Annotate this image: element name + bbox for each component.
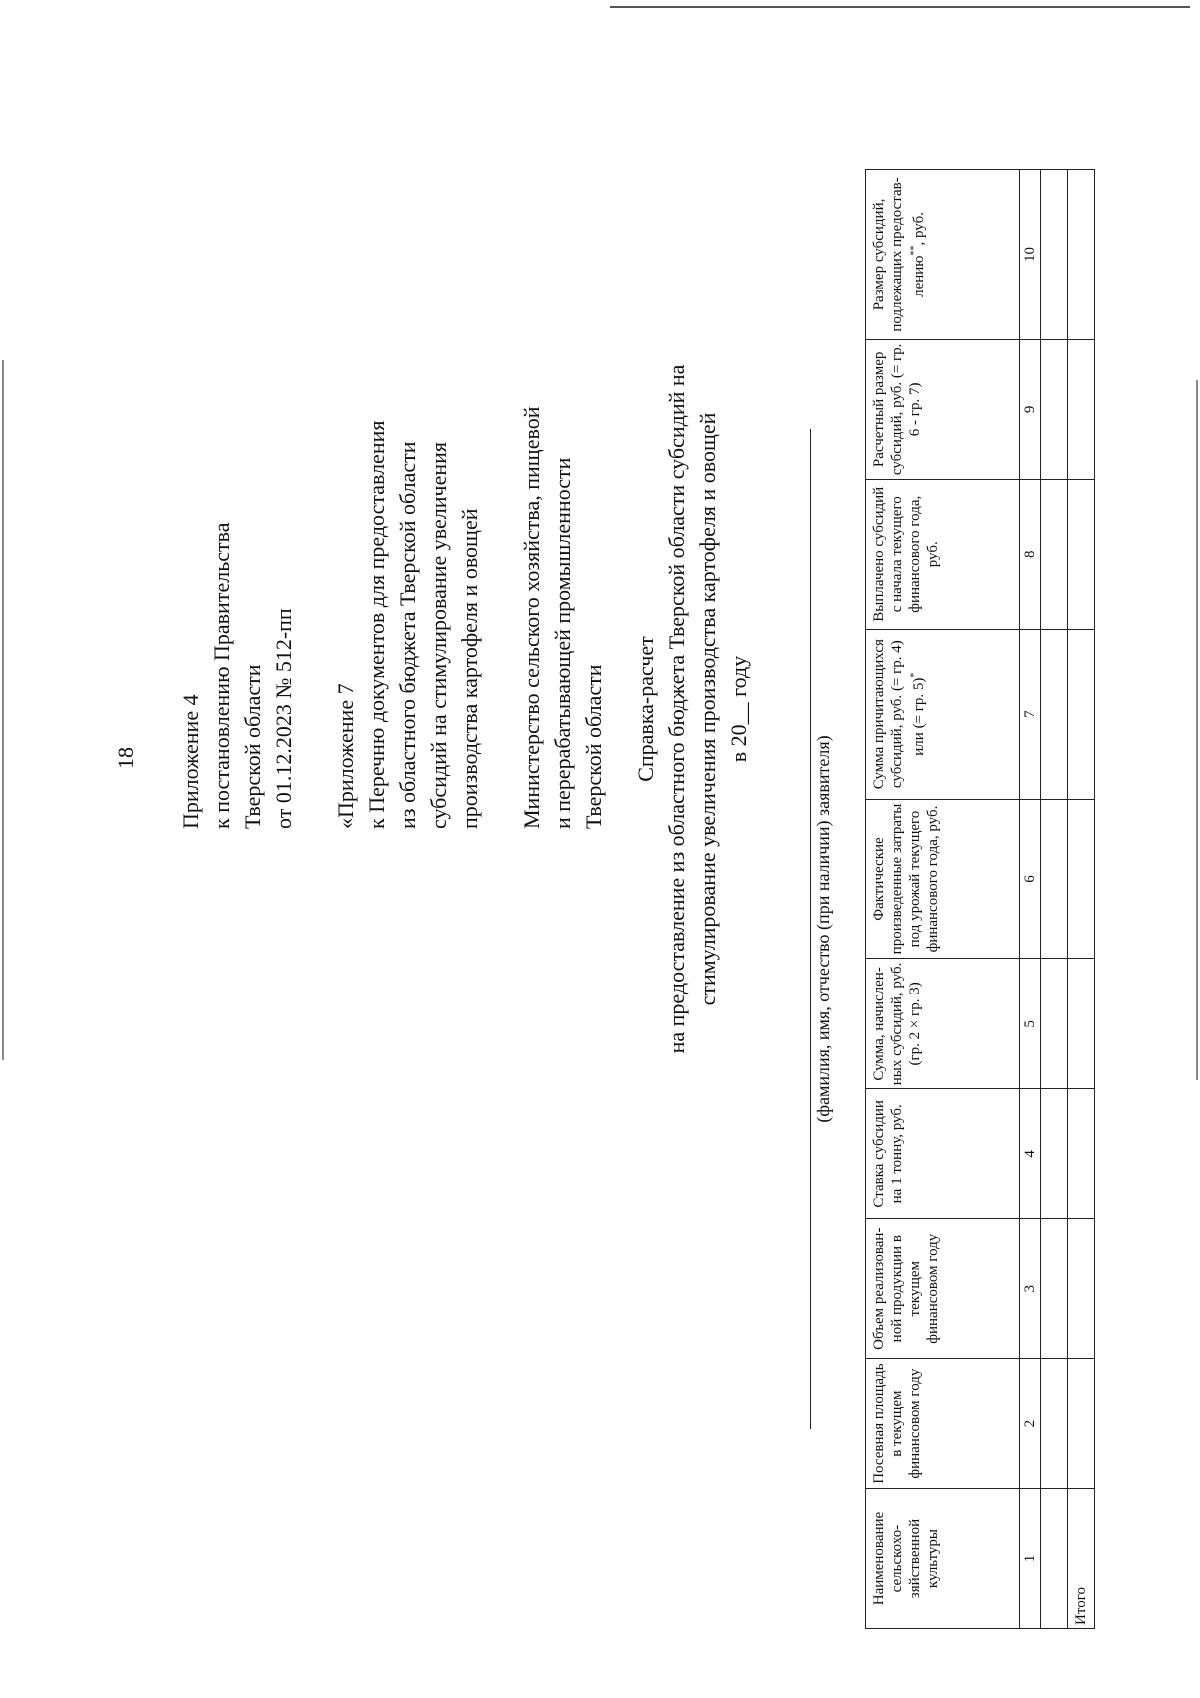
header-cell: Ставка субсидии на 1 тонну, руб. [866, 1089, 1020, 1219]
total-cell[interactable] [1068, 1359, 1095, 1489]
empty-cell[interactable] [1041, 1359, 1068, 1489]
header-cell: Расчетный размер субсидий, руб. (= гр. 6 - гр. 7) [866, 339, 1020, 479]
total-cell[interactable] [1068, 799, 1095, 959]
appendix-line: Приложение 4 [178, 694, 203, 829]
total-cell[interactable] [1068, 1219, 1095, 1359]
title-line: стимулирование увеличения производства картофеля и овощей [695, 412, 720, 1006]
total-cell[interactable] [1068, 1089, 1095, 1219]
column-number: 4 [1020, 1089, 1041, 1219]
total-cell[interactable] [1068, 959, 1095, 1089]
empty-cell[interactable] [1041, 1219, 1068, 1359]
title-line: в 20__ году [726, 655, 751, 763]
sub-appendix-line: «Приложение 7 [333, 683, 358, 829]
empty-cell[interactable] [1041, 170, 1068, 340]
empty-cell[interactable] [1041, 1489, 1068, 1629]
sub-appendix-line: производства картофеля и овощей [457, 508, 482, 829]
column-number: 7 [1020, 629, 1041, 799]
empty-cell[interactable] [1041, 479, 1068, 629]
column-number: 1 [1020, 1489, 1041, 1629]
calculation-table [865, 169, 1095, 1629]
sub-appendix-line: из областного бюджета Тверской области [395, 441, 420, 829]
header-text: Размер субсидий, подлежащих предостав-лению [871, 177, 927, 332]
document-title [630, 309, 754, 1109]
total-cell[interactable] [1068, 479, 1095, 629]
empty-cell[interactable] [1041, 339, 1068, 479]
appendix-line: Тверской области [240, 664, 265, 829]
ministry-line: Тверской области [581, 664, 606, 829]
column-number: 9 [1020, 339, 1041, 479]
footnote-mark: * [909, 672, 920, 678]
header-cell: Фактические произведенные затраты под урожай текущего финансового года, руб. [866, 799, 1020, 959]
scan-edge-left [2, 360, 4, 1060]
ministry-line: и перерабатывающей промышленности [550, 457, 575, 829]
empty-row [1041, 170, 1068, 1629]
column-number: 6 [1020, 799, 1041, 959]
header-cell: Сумма, начислен-ных субсидий, руб. (гр. 2 × гр. 3) [866, 959, 1020, 1089]
total-cell[interactable] [1068, 339, 1095, 479]
applicant-name-caption: (фамилия, имя, отчество (при наличии) заявителя) [813, 735, 833, 1123]
title-line: Справка-расчет [633, 636, 658, 782]
appendix-block [175, 309, 609, 829]
page-number: 18 [113, 747, 138, 769]
header-cell [866, 170, 1020, 340]
appendix-line: к постановлению Правительства [209, 522, 234, 829]
total-cell[interactable] [1068, 170, 1095, 340]
header-cell [866, 629, 1020, 799]
rotated-document-page [35, 49, 1165, 1649]
appendix-line: от 01.12.2023 № 512-пп [271, 608, 296, 829]
empty-cell[interactable] [1041, 799, 1068, 959]
total-label: Итого [1068, 1489, 1095, 1629]
column-number: 2 [1020, 1359, 1041, 1489]
header-cell: Выплачено субсидий с начала текущего финансового года, руб. [866, 479, 1020, 629]
total-row [1068, 170, 1095, 1629]
title-line: на предоставление из областного бюджета Тверской области субсидий на [664, 364, 689, 1054]
sub-appendix-line: к Перечню документов для предоставления [364, 420, 389, 829]
empty-cell[interactable] [1041, 629, 1068, 799]
applicant-name-line [810, 429, 811, 1429]
column-number: 10 [1020, 170, 1041, 340]
column-number: 8 [1020, 479, 1041, 629]
ministry-line: Министерство сельского хозяйства, пищевой [519, 406, 544, 829]
empty-cell[interactable] [1041, 959, 1068, 1089]
footnote-mark: ** [909, 245, 920, 256]
scan-edge-top [610, 6, 1190, 8]
column-number: 5 [1020, 959, 1041, 1089]
total-cell[interactable] [1068, 629, 1095, 799]
header-cell: Посевная площадь в текущем финансовом году [866, 1359, 1020, 1489]
column-number: 3 [1020, 1219, 1041, 1359]
header-cell: Наименование сельскохо-зяйственной культуры [866, 1489, 1020, 1629]
header-row [866, 170, 1020, 1629]
scan-edge-right [1196, 380, 1198, 1080]
sub-appendix-line: субсидий на стимулирование увеличения [426, 442, 451, 829]
column-number-row [1020, 170, 1041, 1629]
empty-cell[interactable] [1041, 1089, 1068, 1219]
header-text: Сумма причитающихся субсидий, руб. (= гр. 4) или (= гр. 5) [871, 639, 927, 790]
header-text: , руб. [911, 212, 927, 246]
header-cell: Объем реализован-ной продукции в текущем финансовом году [866, 1219, 1020, 1359]
